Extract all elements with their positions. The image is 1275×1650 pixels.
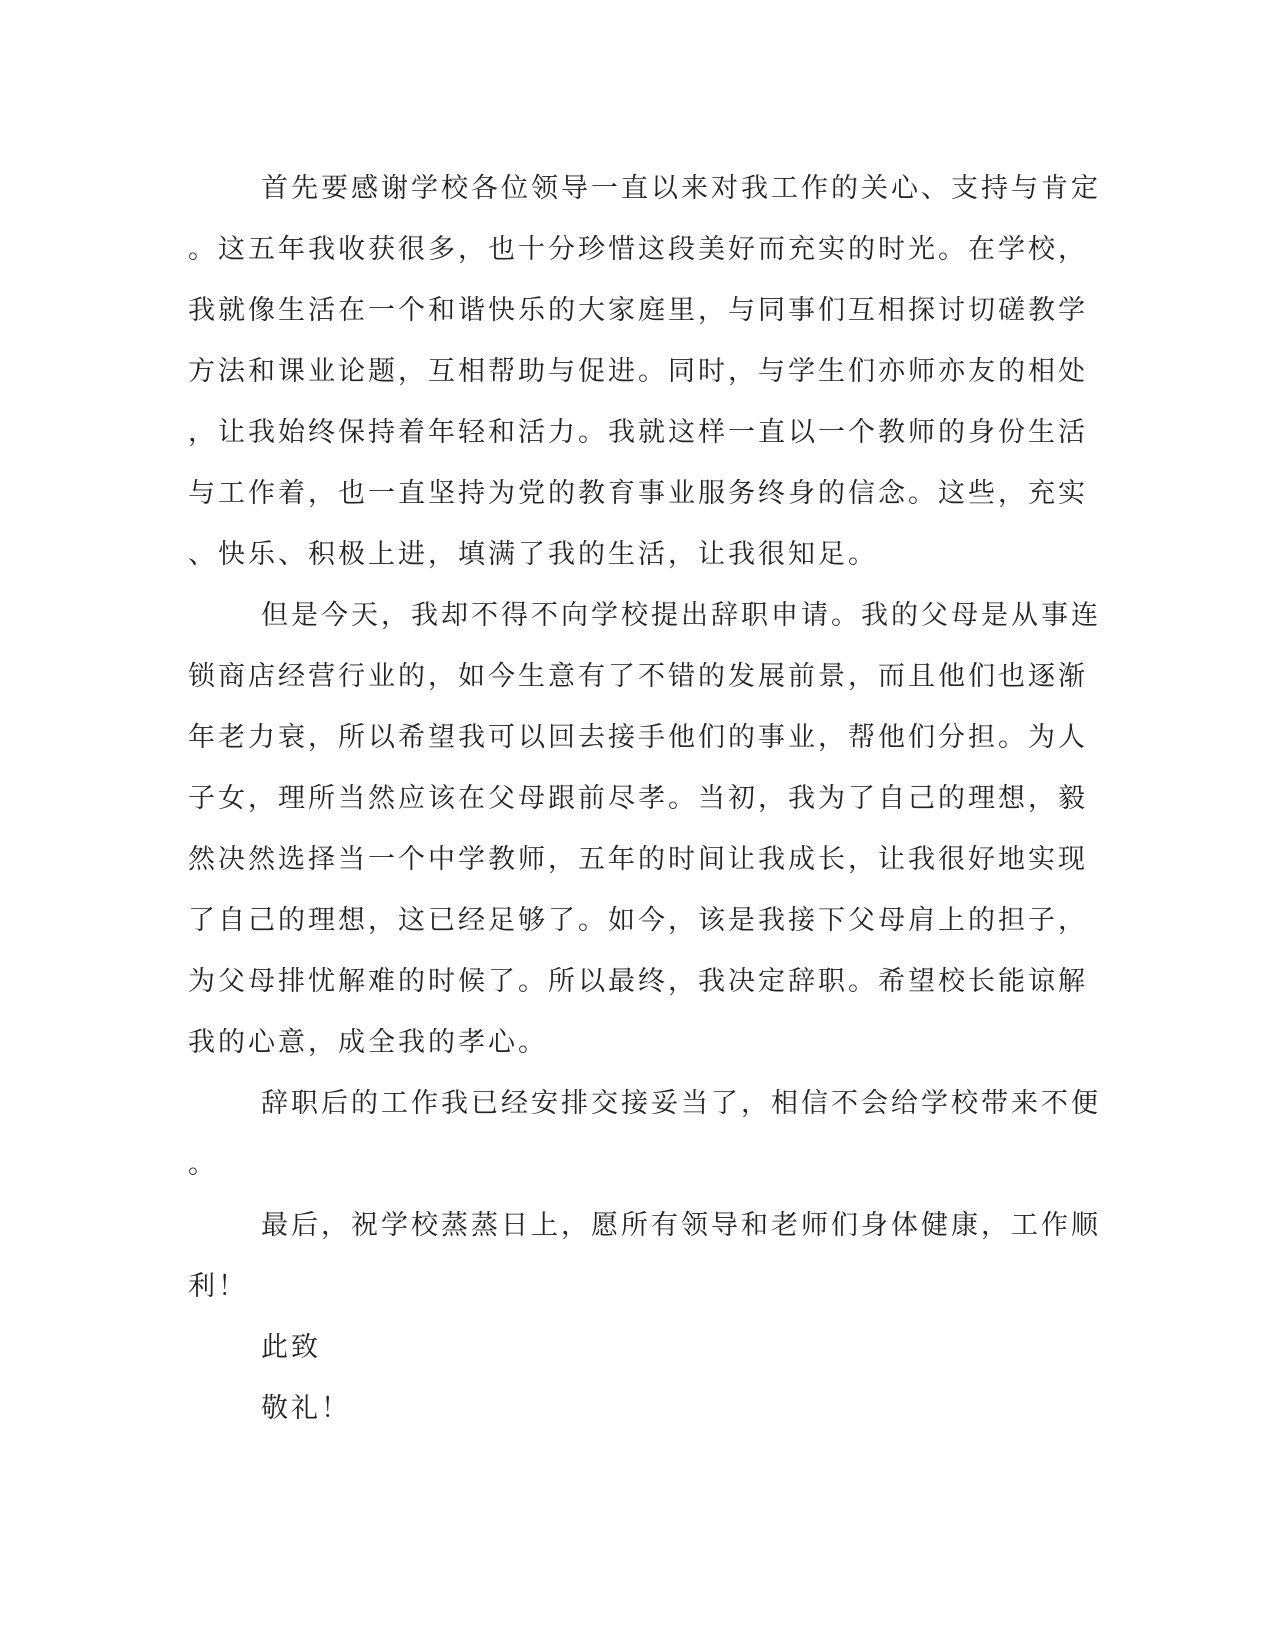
text-line: 。这五年我收获很多，也十分珍惜这段美好而充实的时光。在学校， bbox=[188, 234, 1088, 265]
text-line: 、快乐、积极上进，填满了我的生活，让我很知足。 bbox=[188, 539, 878, 570]
closing-line: 此致 bbox=[261, 1332, 321, 1363]
salutation-line: 敬礼！ bbox=[261, 1393, 351, 1424]
text-line: 与工作着，也一直坚持为党的教育事业服务终身的信念。这些，充实 bbox=[188, 478, 1088, 509]
text-line: 了自己的理想，这已经足够了。如今，该是我接下父母肩上的担子， bbox=[188, 905, 1088, 936]
text-line: 然决然选择当一个中学教师，五年的时间让我成长，让我很好地实现 bbox=[188, 844, 1088, 875]
text-line: 首先要感谢学校各位领导一直以来对我工作的关心、支持与肯定 bbox=[261, 173, 1101, 204]
text-line: 但是今天，我却不得不向学校提出辞职申请。我的父母是从事连 bbox=[261, 600, 1101, 631]
text-line: 利！ bbox=[188, 1271, 248, 1302]
text-line: 我就像生活在一个和谐快乐的大家庭里，与同事们互相探讨切磋教学 bbox=[188, 295, 1088, 326]
text-line: 子女，理所当然应该在父母跟前尽孝。当初，我为了自己的理想，毅 bbox=[188, 783, 1088, 814]
text-line: 锁商店经营行业的，如今生意有了不错的发展前景，而且他们也逐渐 bbox=[188, 661, 1088, 692]
text-line: 。 bbox=[188, 1149, 218, 1180]
text-line: 年老力衰，所以希望我可以回去接手他们的事业，帮他们分担。为人 bbox=[188, 722, 1088, 753]
text-line: 为父母排忧解难的时候了。所以最终，我决定辞职。希望校长能谅解 bbox=[188, 966, 1088, 997]
text-line: 方法和课业论题，互相帮助与促进。同时，与学生们亦师亦友的相处 bbox=[188, 356, 1088, 387]
text-line: 最后，祝学校蒸蒸日上，愿所有领导和老师们身体健康，工作顺 bbox=[261, 1210, 1101, 1241]
text-line: ，让我始终保持着年轻和活力。我就这样一直以一个教师的身份生活 bbox=[188, 417, 1088, 448]
text-line: 我的心意，成全我的孝心。 bbox=[188, 1027, 548, 1058]
text-line: 辞职后的工作我已经安排交接妥当了，相信不会给学校带来不便 bbox=[261, 1088, 1101, 1119]
letter-body bbox=[188, 158, 1101, 1439]
